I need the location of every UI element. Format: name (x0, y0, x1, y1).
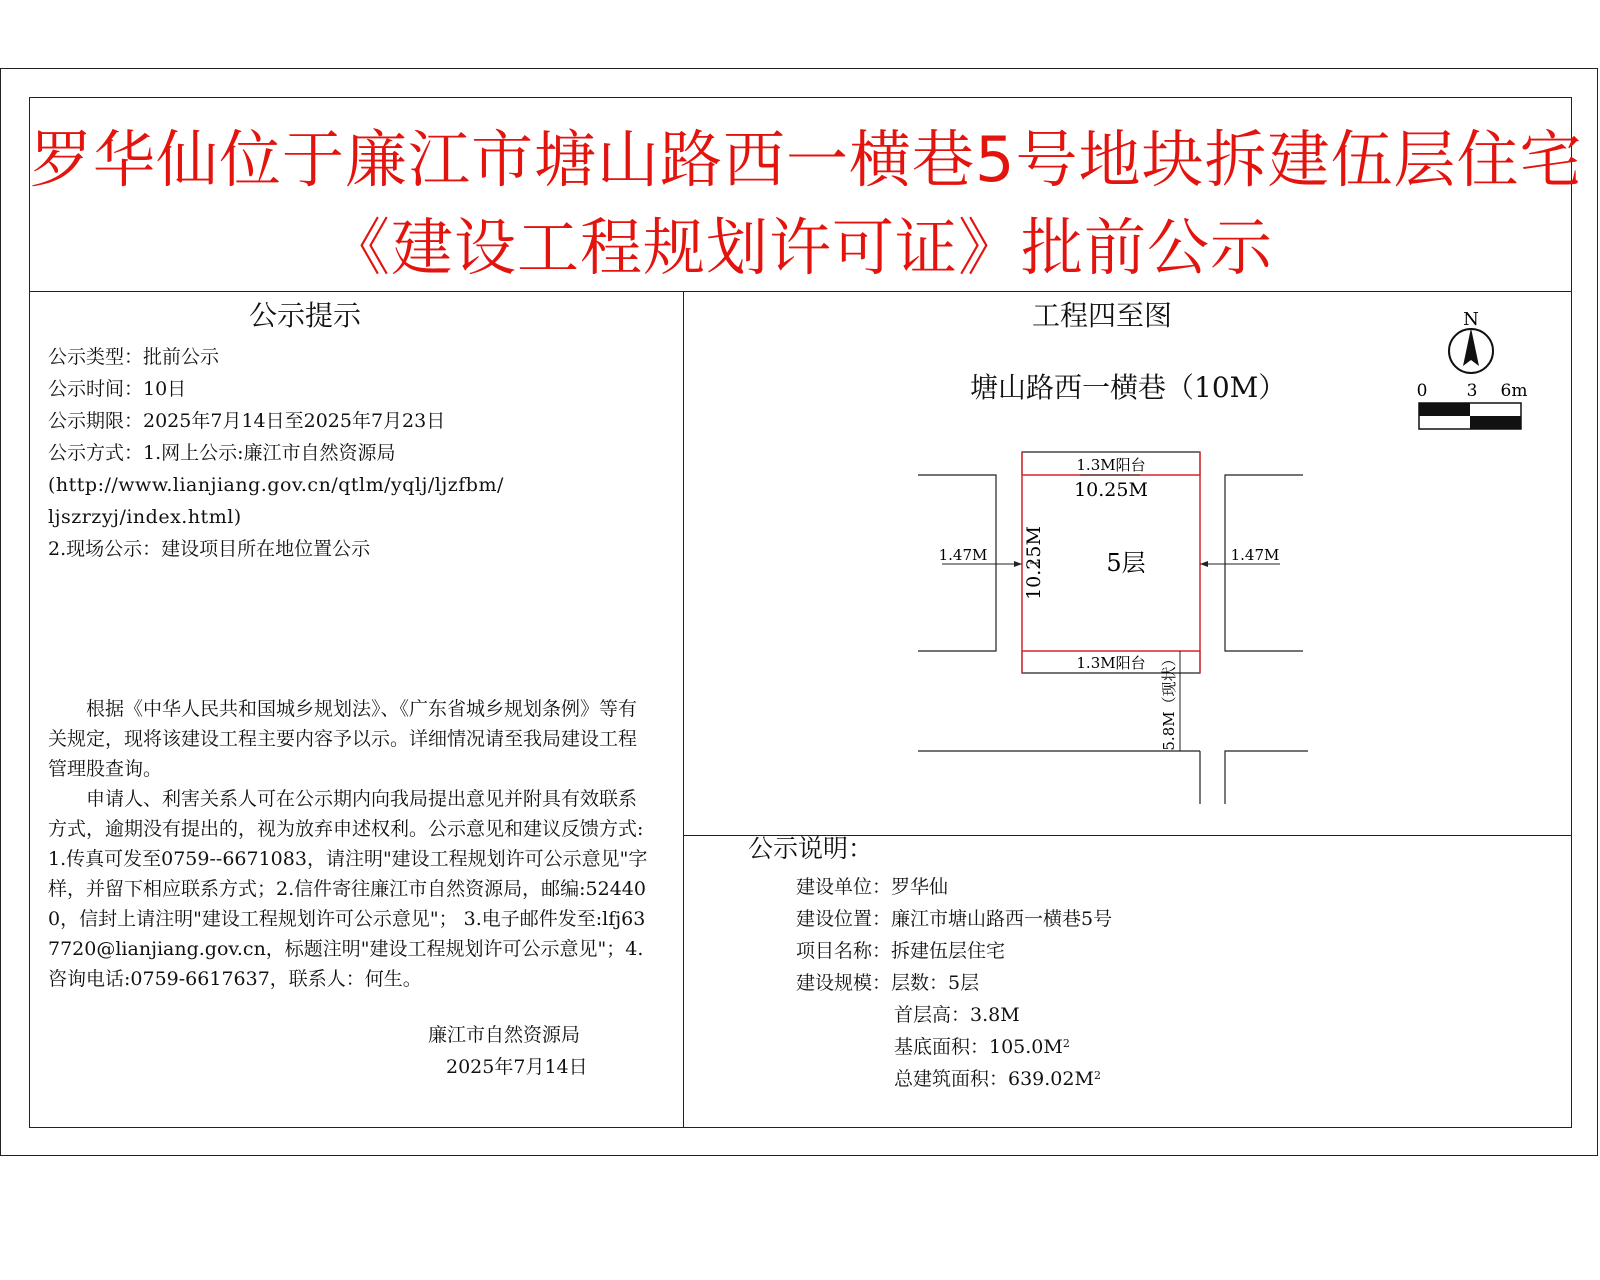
scale-label-0: 0 (1416, 381, 1428, 401)
notes-extra-height: 首层高：3.8M (894, 1004, 1020, 1026)
dim-arrow-left (1014, 561, 1022, 567)
right-gap-label: 1.47M (1230, 546, 1280, 564)
left-gap-label: 1.47M (938, 546, 988, 564)
north-arrow-icon (1463, 328, 1479, 366)
notes-row-value: 拆建伍层住宅 (891, 940, 1006, 962)
notes-heading: 公示说明： (748, 834, 874, 863)
info-duration: 公示时间：10日 (48, 378, 187, 400)
notes-extra-total-area (894, 1070, 1101, 1089)
total-area-sup: 2 (1093, 1069, 1101, 1082)
notes-row-label: 建设单位： (796, 876, 892, 898)
notes-row (796, 974, 979, 993)
notes-row-label: 建设位置： (796, 908, 892, 930)
notes-row (796, 910, 1112, 929)
neighbour-lines (918, 452, 1308, 804)
info-url-2: ljszrzyj/index.html) (48, 506, 242, 528)
info-period: 公示期限：2025年7月14日至2025年7月23日 (48, 410, 446, 432)
notice-frame (29, 97, 1583, 1128)
title-line-1: 罗华仙位于廉江市塘山路西一横巷5号地块拆建伍层住宅 (30, 123, 1583, 196)
map-heading: 工程四至图 (1032, 299, 1173, 332)
notes-row-value: 层数：5层 (891, 972, 980, 994)
dimension-lines (942, 475, 1280, 751)
notes-row-value: 罗华仙 (891, 876, 949, 898)
bottom-gap-label: 5.8M（现状） (1160, 651, 1178, 751)
signature-date: 2025年7月14日 (446, 1056, 588, 1078)
width-label: 10.25M (1074, 479, 1148, 501)
balcony-bottom-label: 1.3M阳台 (1076, 654, 1146, 672)
info-type: 公示类型：批前公示 (48, 346, 220, 368)
scale-bar (1419, 403, 1521, 429)
scale-label-6m: 6m (1500, 381, 1528, 401)
left-heading: 公示提示 (249, 299, 362, 332)
notes-row-value: 廉江市塘山路西一横巷5号 (891, 908, 1113, 930)
title-line-2: 《建设工程规划许可证》批前公示 (327, 211, 1273, 284)
signature-org: 廉江市自然资源局 (428, 1024, 581, 1046)
dim-arrow-right (1200, 561, 1208, 567)
base-area-text: 基底面积：105.0M (894, 1036, 1063, 1058)
legal-paragraph: 根据《中华人民共和国城乡规划法》、《广东省城乡规划条例》等有关规定，现将该建设工程主要内容予以示。详细情况请至我局建设工程管理股查询。 (48, 698, 638, 780)
balcony-top-label: 1.3M阳台 (1076, 456, 1146, 474)
notes-row (796, 878, 948, 897)
total-area-text: 总建筑面积：639.02M (894, 1068, 1094, 1090)
feedback-paragraph: 申请人、利害关系人可在公示期内向我局提出意见并附具有效联系方式，逾期没有提出的，视为放弃申述权利。公示意见和建议反馈方式:1.传真可发至0759--6671083，请注明"建设工程规划许可公示意见"字样，并留下相应联系方式；2.信件寄往廉江市自然资源局，邮编:524400，信封上请注明"建设工程规划许可公示意见"； 3.电子邮件发至:lfj637720@lianjiang.gov.cn，标题注明"建设工程规划许可公示意见"；4.咨询电话:0759-6617637，联系人：何生。 (48, 788, 648, 990)
base-area-sup: 2 (1062, 1037, 1070, 1050)
north-label: N (1463, 309, 1479, 330)
depth-label: 10.25M (1023, 526, 1045, 600)
notes-extra-base-area (894, 1038, 1070, 1057)
info-url-1: (http://www.lianjiang.gov.cn/qtlm/yqlj/ljzfbm/ (48, 474, 504, 496)
notes-row (796, 942, 1005, 961)
scale-label-3: 3 (1466, 381, 1478, 401)
road-label: 塘山路西一横巷（10M） (970, 371, 1287, 404)
notes-row-label: 建设规模： (796, 972, 892, 994)
info-onsite: 2.现场公示：建设项目所在地位置公示 (48, 538, 371, 560)
floors-label: 5层 (1106, 549, 1146, 577)
info-method: 公示方式：1.网上公示:廉江市自然资源局 (48, 442, 396, 464)
notes-row-label: 项目名称： (796, 940, 892, 962)
